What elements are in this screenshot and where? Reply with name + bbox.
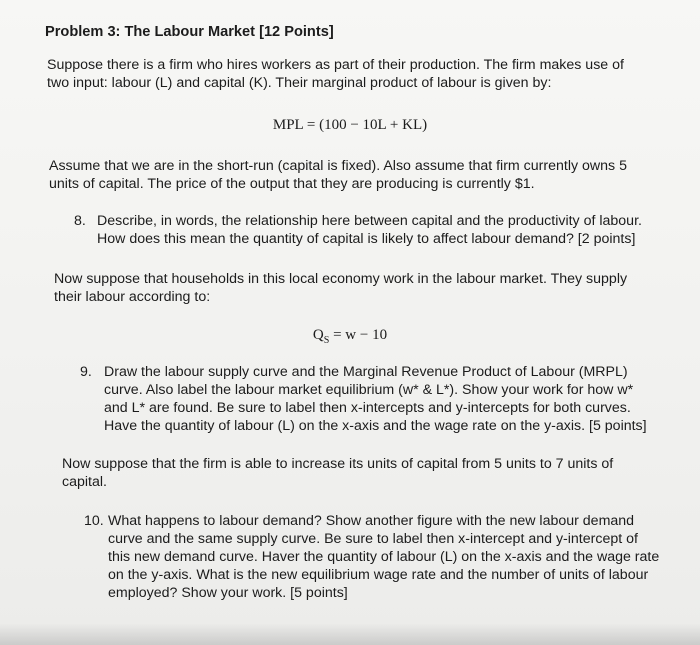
assumption-line-2: units of capital. The price of the output that they are producing is currently $1. xyxy=(49,176,535,192)
households-line-1: Now suppose that households in this local economy work in the labour market. They supply xyxy=(54,271,628,287)
mpl-equation: MPL = (100 − 10L + KL) xyxy=(272,117,428,133)
question-8-number: 8. xyxy=(74,213,86,229)
question-9-line-4: Have the quantity of labour (L) on the x-axis and the wage rate on the y-axis. [5 points] xyxy=(104,418,647,434)
question-9-number: 9. xyxy=(80,364,92,380)
intro-line-1: Suppose there is a firm who hires workers as part of their production. The firm makes use of xyxy=(47,57,624,73)
capital-change-line-2: capital. xyxy=(62,474,107,490)
supply-equation-lhs: Q xyxy=(312,327,324,343)
question-10-number: 10. xyxy=(84,513,104,529)
capital-change-line-1: Now suppose that the firm is able to increase its units of capital from 5 units to 7 units of xyxy=(62,456,614,472)
question-10-line-2: curve and the same supply curve. Be sure to label then x-intercept and y-intercept of xyxy=(108,531,638,547)
question-8-line-1: Describe, in words, the relationship here between capital and the productivity of labour. xyxy=(97,213,642,229)
question-9-line-1: Draw the labour supply curve and the Marginal Revenue Product of Labour (MRPL) xyxy=(104,364,628,380)
households-line-2: their labour according to: xyxy=(54,289,211,305)
supply-equation-subscript: S xyxy=(323,335,330,346)
supply-equation xyxy=(0,327,700,349)
question-10-line-1: What happens to labour demand? Show another figure with the new labour demand xyxy=(108,513,635,529)
question-10-line-3: this new demand curve. Haver the quantity of labour (L) on the x-axis and the wage rate xyxy=(108,549,660,565)
question-10-line-5: employed? Show your work. [5 points] xyxy=(108,585,348,601)
supply-equation-rhs: = w − 10 xyxy=(329,327,388,343)
question-9-line-3: and L* are found. Be sure to label then x-intercepts and y-intercepts for both curves. xyxy=(104,400,631,416)
question-10-line-4: on the y-axis. What is the new equilibrium wage rate and the number of units of labour xyxy=(108,567,649,583)
problem-title: Problem 3: The Labour Market [12 Points] xyxy=(45,24,334,40)
assumption-line-1: Assume that we are in the short-run (capital is fixed). Also assume that firm currently owns 5 xyxy=(49,158,627,174)
question-9-line-2: curve. Also label the labour market equilibrium (w* & L*). Show your work for how w* xyxy=(104,382,634,398)
question-8-line-2: How does this mean the quantity of capital is likely to affect labour demand? [2 points] xyxy=(97,231,636,247)
page-bottom-shadow xyxy=(0,623,700,645)
intro-line-2: two input: labour (L) and capital (K). Their marginal product of labour is given by: xyxy=(47,75,552,91)
